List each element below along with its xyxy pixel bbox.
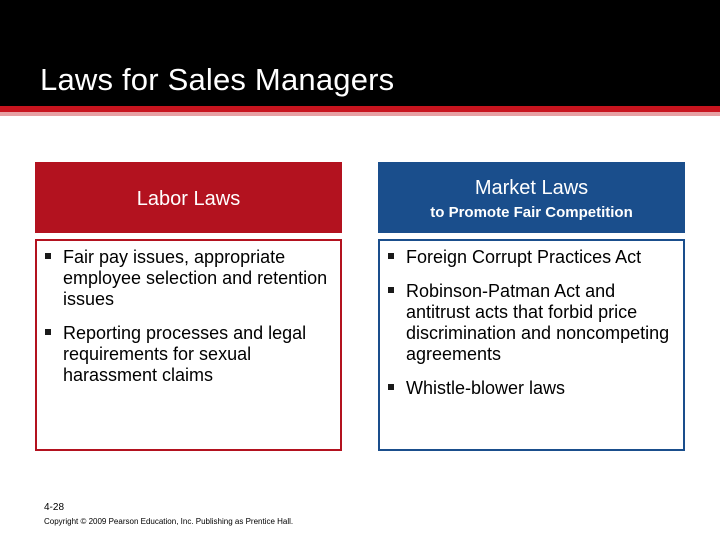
list-item <box>45 247 337 310</box>
list-item-text: Reporting processes and legal requirements for sexual harassment claims <box>63 323 307 385</box>
square-bullet-icon <box>388 287 394 293</box>
market-laws-list <box>388 247 680 412</box>
title-bar <box>0 0 720 106</box>
labor-laws-heading: Labor Laws <box>136 188 241 210</box>
list-item-text: Whistle-blower laws <box>406 378 566 398</box>
list-item-text: Robinson-Patman Act and antitrust acts that forbid price discrimination and noncompeting agreements <box>406 281 670 364</box>
list-item-text: Foreign Corrupt Practices Act <box>406 247 642 267</box>
square-bullet-icon <box>388 253 394 259</box>
square-bullet-icon <box>45 329 51 335</box>
list-item <box>45 323 337 386</box>
market-laws-header <box>378 162 685 233</box>
labor-laws-body <box>35 239 342 451</box>
list-item <box>388 378 680 399</box>
list-item <box>388 281 680 365</box>
market-laws-body <box>378 239 685 451</box>
list-item-text: Fair pay issues, appropriate employee selection and retention issues <box>63 247 328 309</box>
market-laws-heading: Market Laws <box>474 177 589 199</box>
list-item <box>388 247 680 268</box>
title-stripe-light <box>0 112 720 116</box>
labor-laws-header <box>35 162 342 233</box>
square-bullet-icon <box>45 253 51 259</box>
slide-number: 4-28 <box>44 502 65 513</box>
slide-title: Laws for Sales Managers <box>40 62 395 97</box>
copyright-notice: Copyright © 2009 Pearson Education, Inc. Publishing as Prentice Hall. <box>44 517 294 526</box>
market-laws-subheading: to Promote Fair Competition <box>430 204 633 221</box>
square-bullet-icon <box>388 384 394 390</box>
labor-laws-list <box>45 247 337 399</box>
